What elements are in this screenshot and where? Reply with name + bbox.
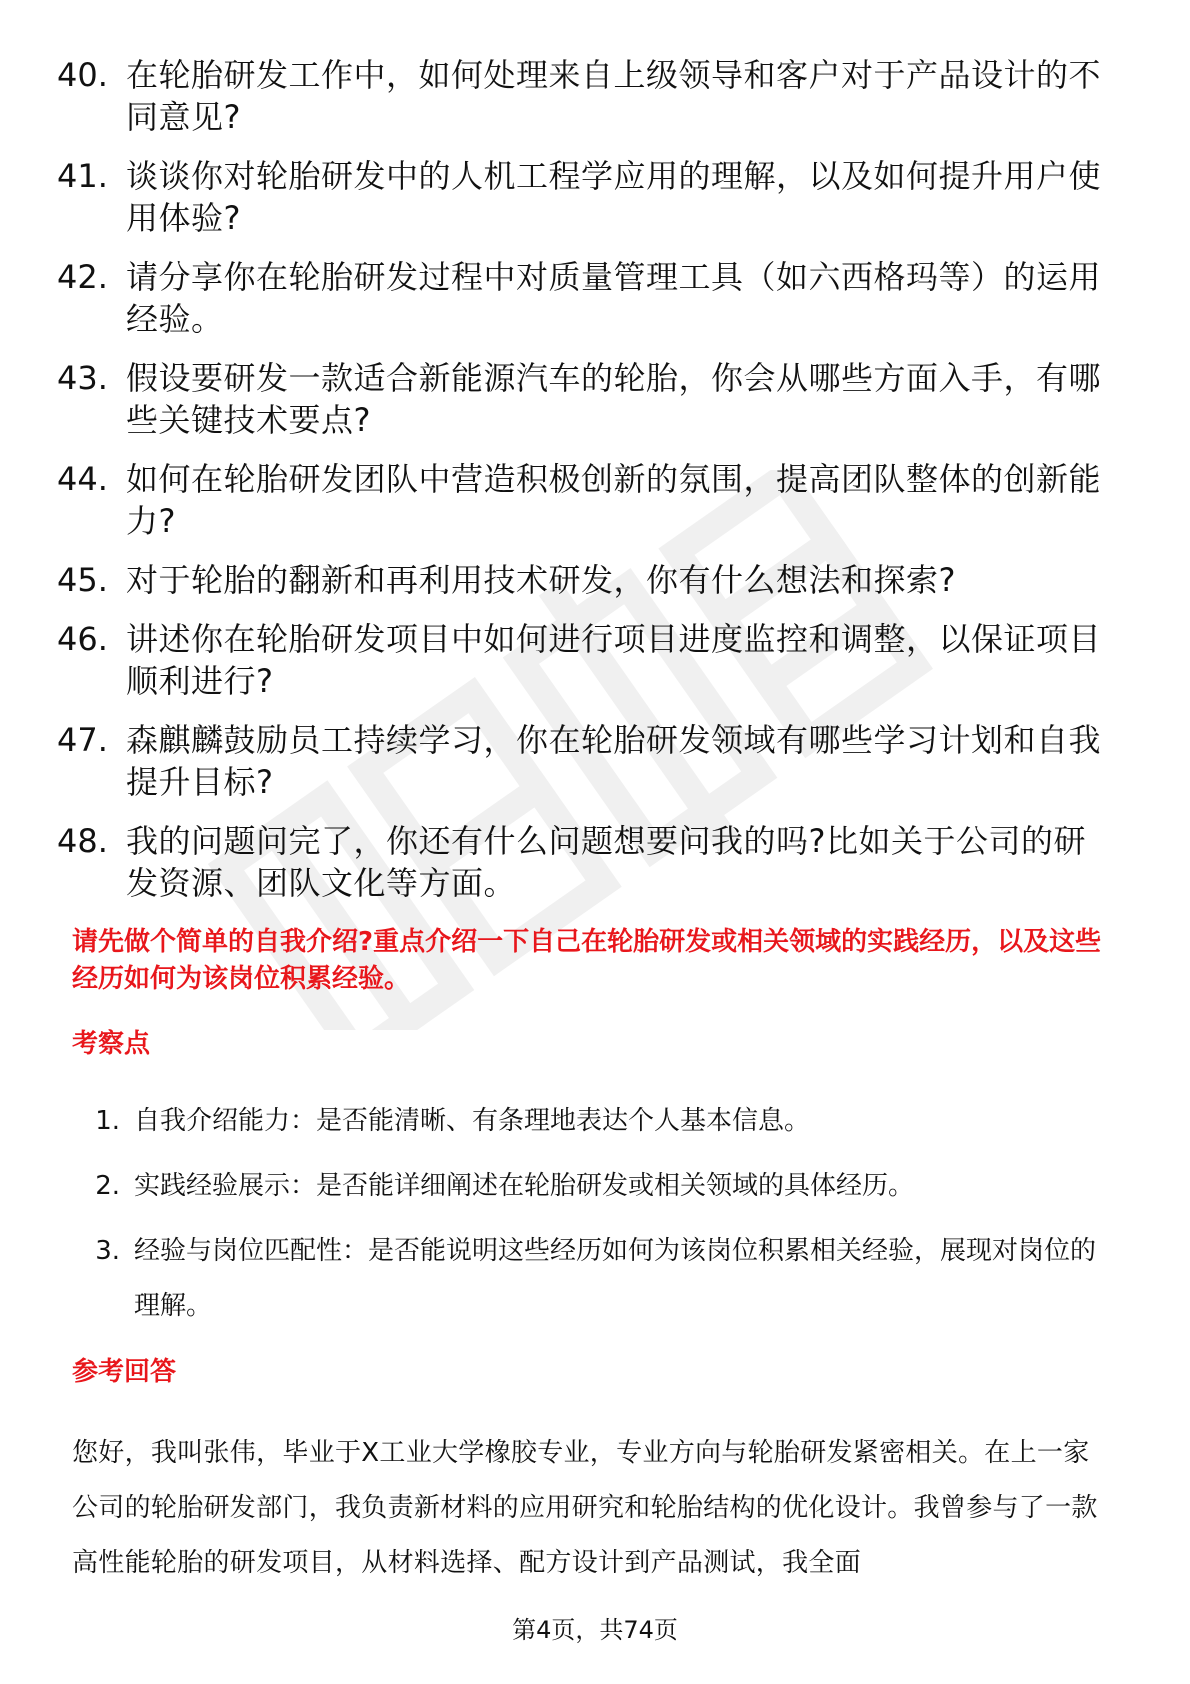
- question-text: 我的问题问完了，你还有什么问题想要问我的吗?比如关于公司的研发资源、团队文化等方面。: [126, 822, 1086, 902]
- assessment-item: [57, 1094, 1107, 1149]
- page-footer: 第4页，共74页: [512, 1616, 678, 1644]
- question-item: [57, 458, 1107, 542]
- page-content: [57, 54, 1107, 1591]
- reference-answer: 您好，我叫张伟，毕业于X工业大学橡胶专业，专业方向与轮胎研发紧密相关。在上一家公司的轮胎研发部门，我负责新材料的应用研究和轮胎结构的优化设计。我曾参与了一款高性能轮胎的研发项目，从材料选择、配方设计到产品测试，我全面: [72, 1438, 1098, 1578]
- question-text: 请分享你在轮胎研发过程中对质量管理工具（如六西格玛等）的运用经验。: [126, 258, 1102, 338]
- highlight-question: 请先做个简单的自我介绍?重点介绍一下自己在轮胎研发或相关领域的实践经历，以及这些经历如何为该岗位积累经验。: [72, 927, 1102, 994]
- question-list: [57, 54, 1107, 904]
- question-item: [57, 719, 1107, 803]
- question-item: [57, 820, 1107, 904]
- question-number: 48.: [57, 822, 108, 860]
- question-number: 43.: [57, 359, 108, 397]
- question-number: 44.: [57, 460, 108, 498]
- question-number: 41.: [57, 157, 108, 195]
- assessment-text: 实践经验展示：是否能详细阐述在轮胎研发或相关领域的具体经历。: [134, 1171, 915, 1201]
- question-text: 在轮胎研发工作中，如何处理来自上级领导和客户对于产品设计的不同意见?: [126, 56, 1102, 136]
- question-number: 42.: [57, 258, 108, 296]
- question-text: 假设要研发一款适合新能源汽车的轮胎，你会从哪些方面入手，有哪些关键技术要点?: [126, 359, 1102, 439]
- question-number: 47.: [57, 721, 108, 759]
- assessment-item: [57, 1159, 1107, 1214]
- question-text: 森麒麟鼓励员工持续学习，你在轮胎研发领域有哪些学习计划和自我提升目标?: [126, 721, 1102, 801]
- assessment-number: 1.: [95, 1106, 120, 1136]
- assessment-number: 3.: [95, 1236, 120, 1266]
- assessment-text: 自我介绍能力：是否能清晰、有条理地表达个人基本信息。: [134, 1106, 811, 1136]
- assessment-item: [57, 1224, 1107, 1334]
- question-text: 如何在轮胎研发团队中营造积极创新的氛围，提高团队整体的创新能力?: [126, 460, 1102, 540]
- question-number: 40.: [57, 56, 108, 94]
- question-item: [57, 155, 1107, 239]
- question-text: 对于轮胎的翻新和再利用技术研发，你有什么想法和探索?: [126, 561, 956, 599]
- question-text: 讲述你在轮胎研发项目中如何进行项目进度监控和调整，以保证项目顺利进行?: [126, 620, 1102, 700]
- question-item: [57, 54, 1107, 138]
- question-number: 46.: [57, 620, 108, 658]
- assessment-number: 2.: [95, 1171, 120, 1201]
- question-number: 45.: [57, 561, 108, 599]
- question-text: 谈谈你对轮胎研发中的人机工程学应用的理解，以及如何提升用户使用体验?: [126, 157, 1102, 237]
- assessment-list: [57, 1094, 1107, 1334]
- assessment-text: 经验与岗位匹配性：是否能说明这些经历如何为该岗位积累相关经验，展现对岗位的理解。: [134, 1236, 1097, 1321]
- question-item: [57, 618, 1107, 702]
- question-item: [57, 256, 1107, 340]
- assessment-title: 考察点: [72, 1029, 151, 1059]
- question-item: [57, 559, 1107, 601]
- question-item: [57, 357, 1107, 441]
- reference-title: 参考回答: [72, 1357, 177, 1387]
